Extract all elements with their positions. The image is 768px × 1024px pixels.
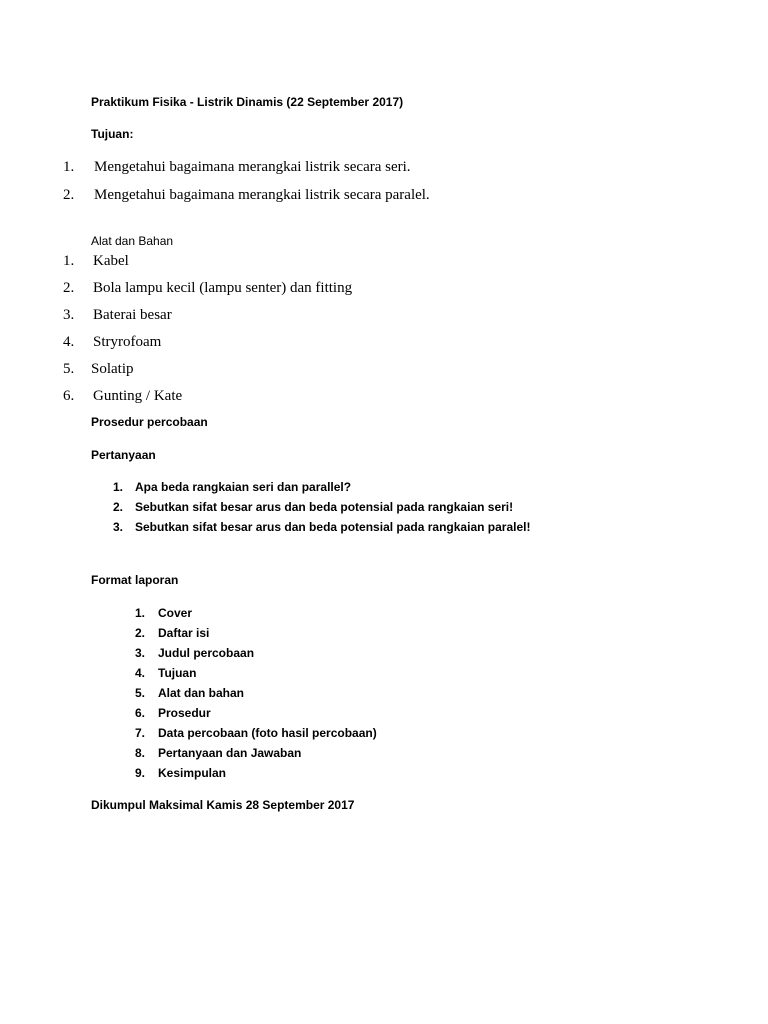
pertanyaan-heading: Pertanyaan bbox=[91, 448, 156, 462]
list-text: Alat dan bahan bbox=[158, 686, 245, 700]
list-number: 2. bbox=[135, 626, 146, 640]
list-item bbox=[63, 388, 663, 408]
list-text: Baterai besar bbox=[93, 307, 172, 323]
list-item bbox=[0, 766, 600, 782]
tujuan-heading: Tujuan: bbox=[91, 127, 134, 141]
list-item bbox=[0, 726, 600, 742]
list-text: Mengetahui bagaimana merangkai listrik secara paralel. bbox=[94, 187, 430, 203]
list-number: 8. bbox=[135, 746, 146, 760]
list-item bbox=[0, 706, 600, 722]
list-item bbox=[63, 361, 663, 381]
list-text: Kabel bbox=[93, 253, 129, 269]
list-text: Bola lampu kecil (lampu senter) dan fitting bbox=[93, 280, 353, 296]
list-item bbox=[0, 686, 600, 702]
list-text: Tujuan bbox=[158, 666, 197, 680]
list-number: 2. bbox=[63, 187, 75, 203]
list-number: 5. bbox=[135, 686, 146, 700]
list-item bbox=[0, 626, 600, 642]
list-item bbox=[0, 646, 600, 662]
list-text: Sebutkan sifat besar arus dan beda potensial pada rangkaian seri! bbox=[135, 500, 514, 514]
list-number: 2. bbox=[63, 280, 75, 296]
list-number: 1. bbox=[113, 480, 124, 494]
list-text: Pertanyaan dan Jawaban bbox=[158, 746, 302, 760]
prosedur-heading: Prosedur percobaan bbox=[91, 415, 208, 429]
list-item bbox=[0, 746, 600, 762]
list-text: Kesimpulan bbox=[158, 766, 227, 780]
list-number: 3. bbox=[63, 307, 75, 323]
list-text: Stryrofoam bbox=[93, 334, 162, 350]
list-number: 1. bbox=[63, 253, 75, 269]
list-number: 1. bbox=[135, 606, 146, 620]
list-item bbox=[63, 253, 663, 273]
list-number: 3. bbox=[135, 646, 146, 660]
list-number: 6. bbox=[135, 706, 146, 720]
alat-heading: Alat dan Bahan bbox=[91, 234, 174, 248]
list-text: Prosedur bbox=[158, 706, 211, 720]
list-number: 1. bbox=[63, 159, 75, 175]
list-item bbox=[63, 159, 663, 179]
list-text: Solatip bbox=[91, 361, 134, 377]
list-number: 7. bbox=[135, 726, 146, 740]
list-item bbox=[0, 500, 700, 516]
list-text: Mengetahui bagaimana merangkai listrik secara seri. bbox=[94, 159, 411, 175]
list-number: 9. bbox=[135, 766, 146, 780]
list-number: 4. bbox=[63, 334, 75, 350]
list-number: 3. bbox=[113, 520, 124, 534]
list-text: Gunting / Kate bbox=[93, 388, 183, 404]
list-item bbox=[0, 606, 600, 622]
list-item bbox=[63, 187, 663, 207]
list-item bbox=[63, 334, 663, 354]
list-number: 4. bbox=[135, 666, 146, 680]
list-number: 5. bbox=[63, 361, 75, 377]
format-heading: Format laporan bbox=[91, 573, 179, 587]
list-text: Sebutkan sifat besar arus dan beda potensial pada rangkaian paralel! bbox=[135, 520, 531, 534]
list-text: Daftar isi bbox=[158, 626, 210, 640]
deadline-text: Dikumpul Maksimal Kamis 28 September 2017 bbox=[91, 798, 355, 812]
list-text: Data percobaan (foto hasil percobaan) bbox=[158, 726, 377, 740]
list-item bbox=[63, 280, 663, 300]
list-text: Apa beda rangkaian seri dan parallel? bbox=[135, 480, 352, 494]
document-title: Praktikum Fisika - Listrik Dinamis (22 September 2017) bbox=[91, 95, 404, 109]
list-number: 6. bbox=[63, 388, 75, 404]
list-number: 2. bbox=[113, 500, 124, 514]
list-item bbox=[63, 307, 663, 327]
list-text: Cover bbox=[158, 606, 193, 620]
list-item bbox=[0, 480, 700, 496]
list-item bbox=[0, 666, 600, 682]
list-text: Judul percobaan bbox=[158, 646, 255, 660]
list-item bbox=[0, 520, 700, 536]
